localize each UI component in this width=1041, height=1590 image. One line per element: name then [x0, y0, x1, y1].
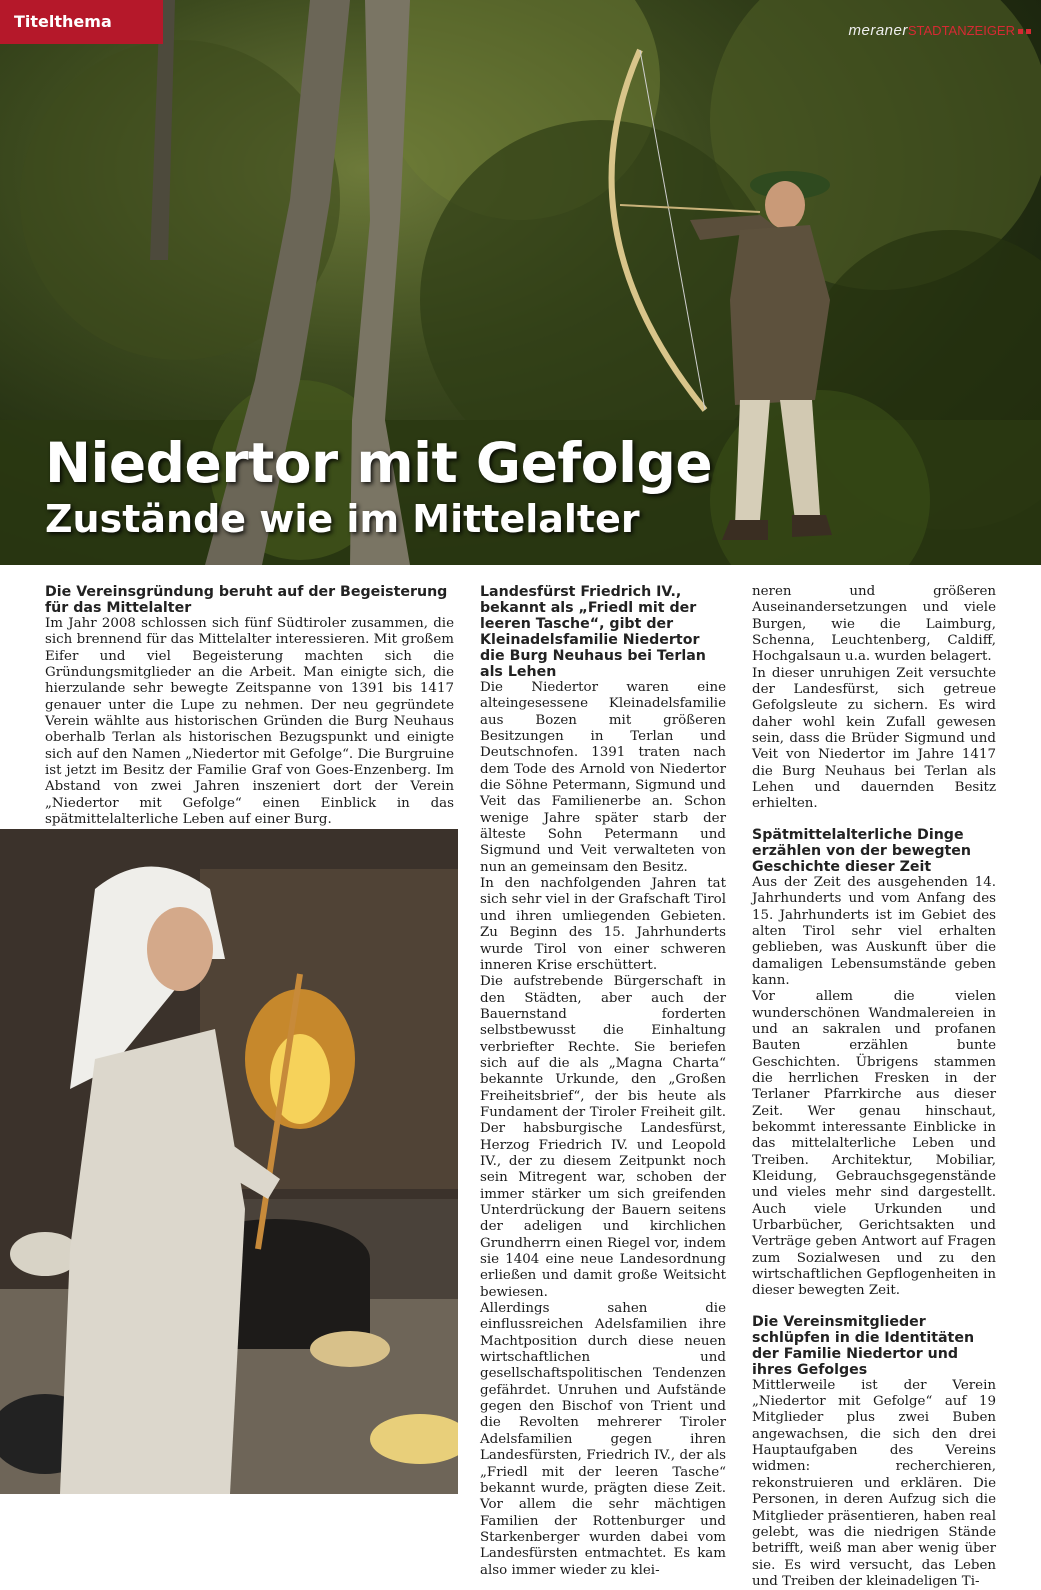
paragraph: In den nachfolgenden Jahren tat sich sehr viel in der Grafschaft Tirol und ihren umliegenden Gebieten. Zu Beginn des 15. Jahrhunderts wurde Tirol von einer schweren inneren Krise erschüttert. [480, 876, 726, 973]
column-2 [480, 584, 726, 1579]
paragraph: Die aufstrebende Bürgerschaft in den Städten, aber auch der Bauernstand forderten selbstbewusst die Einhaltung verbriefter Rechte. Sie beriefen sich auf die als „Magna Charta“ bekannte Urkunde, den „Großen Freiheitsbrief“, der bis heute als Fundament der Tiroler Freiheit gilt. Der habsburgische Landesfürst, Herzog Friedrich IV. und Leopold IV., der zu diesem Zeitpunkt noch sein Mitregent war, schoben der immer stärker um sich greifenden Unterdrückung der Bauern seitens der adeligen und kirchlichen Grundherrn einen Riegel vor, indem sie 1404 eine neue Landesordnung erließen und damit große Weitsicht bewiesen. [480, 974, 726, 1300]
page-subtitle: Zustände wie im Mittelalter [45, 497, 640, 541]
brand-subtitle: STADTANZEIGER [907, 23, 1015, 38]
section-tag: Titelthema [0, 0, 163, 44]
section-heading: Die Vereinsgründung beruht auf der Begeisterung für das Mittelalter [45, 584, 448, 616]
column-1 [45, 584, 454, 828]
paragraph: In dieser unruhigen Zeit versuchte der Landesfürst, sich getreue Gefolgsleute zu sichern. Es wird daher wohl kein Zufall gewesen sein, dass die Brüder Sigmund und Veit von Niedertor im Jahre 1417 die Burg Neuhaus bei Terlan als Lehen und dauernden Besitz erhielten. [752, 665, 996, 812]
brand-square-icon [1026, 29, 1031, 34]
section-heading: Die Vereinsmitglieder schlüpfen in die Identitäten der Familie Niedertor und ihres Gefolges [752, 1313, 975, 1378]
section-heading: Landesfürst Friedrich IV., bekannt als „Friedl mit der leeren Tasche“, gibt der Kleinadelsfamilie Niedertor die Burg Neuhaus bei Terlan als Lehen [480, 584, 706, 680]
cooking-photo [0, 829, 458, 1494]
paragraph: Im Jahr 2008 schlossen sich fünf Südtiroler zusammen, die sich brennend für das Mittelalter interessieren. Mit großem Eifer und viel Begeisterung machten sich die Gründungsmitglieder an die Arbeit. Man einigte sich, die hierzulande sehr bewegte Zeitspanne von 1391 bis 1417 genauer unter die Lupe zu nehmen. Der neu gegründete Verein wählte aus historischen Gründen die Burg Neuhaus oberhalb Terlan als historischen Bezugspunkt und einigte sich auf den Namen „Niedertor mit Gefolge“. Die Burgruine ist jetzt im Besitz der Familie Graf von Goes-Enzenberg. Im Abstand von zwei Jahren inszeniert dort der Verein „Niedertor mit Gefolge“ einen Einblick in das spätmittelalterliche Leben auf einer Burg. [45, 616, 454, 828]
woman-cooking-illustration [0, 829, 458, 1494]
paragraph: Mittlerweile ist der Verein „Niedertor mit Gefolge“ auf 19 Mitglieder plus zwei Buben angewachsen, die sich den drei Hauptaufgaben des Vereins widmen: recherchieren, rekonstruieren und erklären. Die Personen, in deren Aufzug sich die Mitglieder präsentieren, haben real gelebt, was die niedrigen Stände betrifft, weiß man aber wenig über sie. Es wird versucht, das Leben und Treiben der kleinadeligen Ti- [752, 1377, 996, 1589]
paragraph: Vor allem die vielen wunderschönen Wandmalereien in und an sakralen und profanen Bauten erzählen bunte Geschichten. Übrigens stammen die herrlichen Fresken in der Terlaner Pfarrkirche aus dieser Zeit. Wer genau hinschaut, bekommt interessante Einblicke in das mittelalterliche Leben und Treiben. Architektur, Mobiliar, Kleidung, Gebrauchsgegenstände und vieles mehr sind dargestellt. Auch viele Urkunden und Urbarbücher, Gerichtsakten und Verträge geben Antwort auf Fragen zum Sozialwesen und zu den wirtschaftlichen Gepflogenheiten in dieser bewegten Zeit. [752, 989, 996, 1299]
paragraph: Aus der Zeit des ausgehenden 14. Jahrhunderts und vom Anfang des 15. Jahrhunderts ist im Gebiet des alten Tirol sehr viel erhalten geblieben, was Auskunft über die damaligen Lebensumstände geben kann. [752, 874, 996, 988]
paragraph: neren und größeren Auseinandersetzungen und viele Burgen, wie die Laimburg, Schenna, Leuchtenberg, Caldiff, Hochgalsaun u.a. wurden belagert. [752, 584, 996, 665]
page-title: Niedertor mit Gefolge [45, 431, 713, 495]
brand-logo [849, 22, 1032, 39]
section-heading: Spätmittelalterliche Dinge erzählen von der bewegten Geschichte dieser Zeit [752, 826, 971, 875]
column-3 [752, 584, 996, 1590]
hero-photo [0, 0, 1041, 565]
headline [45, 430, 712, 542]
brand-square-icon [1018, 29, 1023, 34]
paragraph: Die Niedertor waren eine alteingesessene Kleinadelsfamilie aus Bozen mit größeren Besitzungen in Terlan und Deutschnofen. 1391 traten nach dem Tode des Arnold von Niedertor die Söhne Petermann, Sigmund und Veit das Familienerbe an. Schon wenige Jahre später starb der älteste Sohn Petermann und Sigmund und Veit verwalteten von nun an gemeinsam den Besitz. [480, 680, 726, 875]
brand-name: meraner [848, 22, 908, 39]
paragraph: Allerdings sahen die einflussreichen Adelsfamilien ihre Machtposition durch diese neuen wirtschaftlichen und gesellschaftspolitischen Tendenzen gefährdet. Unruhen und Aufstände gegen den Bischof von Trient und die Revolten mehrerer Tiroler Adelsfamilien gegen ihren Landesfürsten, Friedrich IV., der als „Friedl mit der leeren Tasche“ bekannt wurde, prägten diese Zeit. Vor allem die sehr mächtigen Familien der Rottenburger und Starkenberger wurden dabei vom Landesfürsten entmachtet. Es kam also immer wieder zu klei- [480, 1301, 726, 1578]
